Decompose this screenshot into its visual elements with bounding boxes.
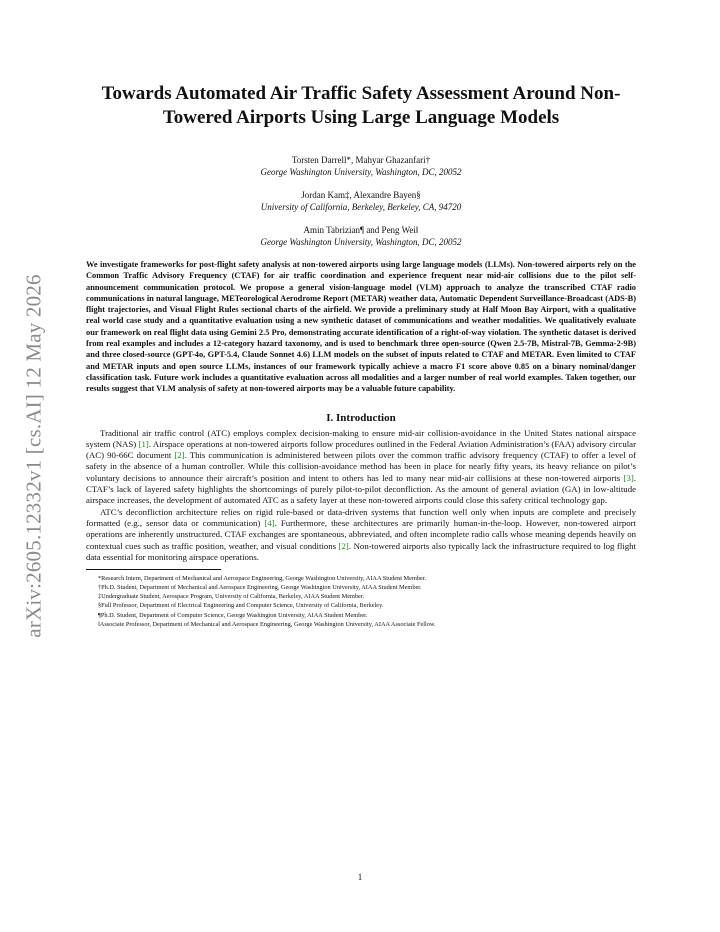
paragraph-text: . CTAF’s lack of layered safety highlights the shortcomings of purely pilot-to-pilot deconfliction. As the amount of general aviation (GA) in low-altitude airspace increases, the development of automated ATC as a safety layer at these non-towered airports could close this safety critical technology gap. <box>86 472 636 506</box>
footnote-divider <box>86 569 221 570</box>
author-names: Jordan Kam‡, Alexandre Bayen§ <box>301 190 421 200</box>
footnotes <box>86 574 636 629</box>
intro-paragraph <box>86 507 636 563</box>
footnote: †Ph.D. Student, Department of Mechanical and Aerospace Engineering, George Washington University, AIAA Student Member. <box>98 584 422 592</box>
author-affiliation: George Washington University, Washington, DC, 20052 <box>260 167 462 177</box>
author-names: Torsten Darrell*, Mahyar Ghazanfari† <box>291 155 431 165</box>
page-number: 1 <box>357 872 363 882</box>
intro-paragraph <box>86 428 636 507</box>
paragraph-text: ATC’s deconfliction architecture relies on rigid rule-based or data-driven systems that function well only when inputs are complete and precisely formatted (e.g., sensor data or communication) <box>86 506 636 528</box>
citation-link[interactable]: [1] <box>138 438 149 449</box>
author-block <box>86 189 636 213</box>
footnote: ‡Undergraduate Student, Aerospace Program, University of California, Berkeley, AIAA Student Member. <box>98 593 365 601</box>
footnote: ‖Associate Professor, Department of Mechanical and Aerospace Engineering, George Washington University, AIAA Associate Fellow. <box>98 620 436 628</box>
author-list <box>86 154 636 248</box>
page-content <box>86 82 636 629</box>
arxiv-stamp: arXiv:2605.12332v1 [cs.AI] 12 May 2026 <box>21 274 46 638</box>
paragraph-text: . Non-towered airports also typically lack the infrastructure required to log flight data essential for monitoring airspace operations. <box>86 540 636 562</box>
footnote: *Research Intern, Department of Mechanical and Aerospace Engineering, George Washington University, AIAA Student Member. <box>98 575 427 583</box>
citation-link[interactable]: [4] <box>264 517 275 528</box>
paragraph-text: . Furthermore, these architectures are primarily human-in-the-loop. However, non-towered airport operations are inherently unstructured. CTAF exchanges are spontaneous, abbreviated, and often incomplete radio calls whose meaning depends heavily on contextual cues such as traffic position, weather, and visual conditions <box>86 517 636 551</box>
author-block <box>86 224 636 248</box>
footnote: ¶Ph.D. Student, Department of Computer Science, George Washington University, AIAA Student Member. <box>98 611 368 619</box>
author-affiliation: George Washington University, Washington, DC, 20052 <box>260 237 462 247</box>
abstract: We investigate frameworks for post-flight safety analysis at non-towered airports using large language models (LLMs). Non-towered airports rely on the Common Traffic Advisory Frequency (CTAF) for air traffic coordination and experience frequent near mid-air collisions due to the pilot self-announcement communication protocol. We propose a general vision-language model (VLM) approach to analyze the transcribed CTAF radio communications in natural language, METeorological Aerodrome Report (METAR) weather data, Automatic Dependent Surveillance-Broadcast (ADS-B) flight trajectories, and Visual Flight Rules sectional charts of the airfield. We provide a preliminary study at Half Moon Bay Airport, with a qualitative real world case study and a quantitative evaluation using a new synthetic dataset of communications and weather modalities. We qualitatively evaluate our framework on real flight data using Gemini 2.5 Pro, demonstrating accurate identification of a right-of-way violation. The synthetic dataset is derived from real examples and includes a 12-category hazard taxonomy, and is used to benchmark three open-source (Qwen 2.5-7B, Mistral-7B, Gemma-2-9B) and three closed-source (GPT-4o, GPT-5.4, Claude Sonnet 4.6) LLM models on the subset of inputs related to CTAF and METAR. Even limited to CTAF and METAR inputs and open source LLMs, instances of our framework typically achieve a macro F1 score above 0.85 on a binary nominal/danger classification task. Future work includes a quantitative evaluation across all modalities and a larger number of real world examples. Taken together, our results suggest that VLM analysis of safety at non-towered airports may be a valuable future capability. <box>86 260 636 394</box>
citation-link[interactable]: [3] <box>623 472 634 483</box>
section-heading-introduction: I. Introduction <box>326 411 396 424</box>
paper-title: Towards Automated Air Traffic Safety Assessment Around Non-Towered Airports Using Large Language Models <box>101 83 621 128</box>
author-names: Amin Tabrizian¶ and Peng Wei‖ <box>303 225 419 235</box>
author-block <box>86 154 636 178</box>
paragraph-text: Traditional air traffic control (ATC) employs complex decision-making to ensure mid-air collision-avoidance in the United States national airspace system (NAS) <box>86 427 636 449</box>
paragraph-text: . This communication is administered between pilots over the common traffic advisory frequency (CTAF) to offer a level of safety in the absence of a human controller. While this collision-avoidance method has been in place for nearly fifty years, its heavy reliance on pilot’s voluntary decisions to announce their aircraft’s position and intent to others has led to many near mid-air collisions at these non-towered airports <box>86 450 636 483</box>
footnote: §Full Professor, Department of Electrical Engineering and Computer Science, University of California, Berkeley. <box>98 602 384 610</box>
citation-link[interactable]: [2] <box>338 540 349 551</box>
citation-link[interactable]: [2] <box>174 450 185 461</box>
author-affiliation: University of California, Berkeley, Berkeley, CA, 94720 <box>260 202 462 212</box>
paragraph-text: . Airspace operations at non-towered airports follow procedures outlined in the Federal Aviation Administration’s (FAA) advisory circular (AC) 90-66C document <box>86 438 637 461</box>
